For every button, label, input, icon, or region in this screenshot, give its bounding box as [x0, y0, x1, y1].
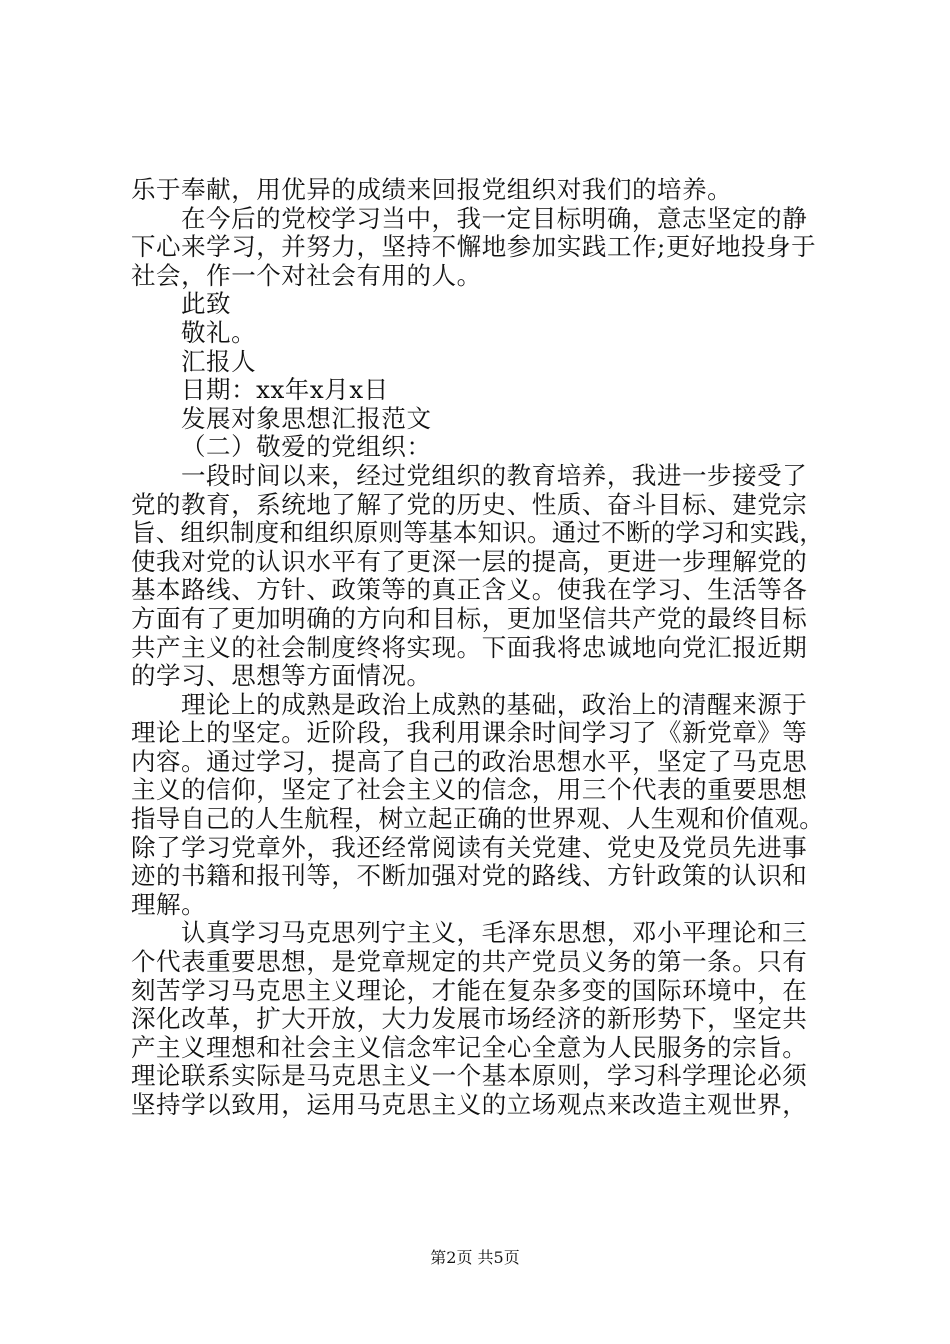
text-line: 刻苦学习马克思主义理论，才能在复杂多变的国际环境中，在 — [131, 975, 808, 1005]
text-line: 理论上的成熟是政治上成熟的基础，政治上的清醒来源于 — [181, 689, 808, 719]
text-line: 深化改革，扩大开放，大力发展市场经济的新形势下，坚定共 — [131, 1004, 808, 1034]
text-line: 一段时间以来，经过党组织的教育培养，我进一步接受了 — [181, 460, 808, 490]
text-line: 迹的书籍和报刊等，不断加强对党的路线、方针政策的认识和 — [131, 861, 808, 891]
text-line: 方面有了更加明确的方向和目标，更加坚信共产党的最终目标 — [131, 603, 808, 633]
text-line: 党的教育，系统地了解了党的历史、性质、奋斗目标、建党宗 — [131, 489, 808, 519]
text-line: 坚持学以致用，运用马克思主义的立场观点来改造主观世界， — [131, 1090, 808, 1119]
text-line: 产主义理想和社会主义信念牢记全心全意为人民服务的宗旨。 — [131, 1032, 808, 1062]
text-line: 的学习、思想等方面情况。 — [131, 661, 432, 691]
text-line: 此致 — [181, 289, 232, 319]
text-line: 乐于奉献，用优异的成绩来回报党组织对我们的培养。 — [131, 175, 733, 204]
text-line: 主义的信仰，坚定了社会主义的信念，用三个代表的重要思想 — [131, 775, 808, 805]
text-line: 理解。 — [131, 889, 207, 919]
text-line: 内容。通过学习，提高了自己的政治思想水平，坚定了马克思 — [131, 746, 808, 776]
document-body — [131, 176, 831, 1120]
text-line: 使我对党的认识水平有了更深一层的提高，更进一步理解党的 — [131, 546, 808, 576]
text-line: 旨、组织制度和组织原则等基本知识。通过不断的学习和实践， — [131, 518, 824, 548]
text-line: 在今后的党校学习当中，我一定目标明确，意志坚定的静 — [181, 203, 808, 233]
text-line: 日期：xx年x月x日 — [181, 375, 389, 405]
text-line: 理论上的坚定。近阶段，我利用课余时间学习了《新党章》等 — [131, 718, 808, 748]
text-line: 下心来学习，并努力，坚持不懈地参加实践工作;更好地投身于 — [131, 232, 817, 262]
text-line: 个代表重要思想，是党章规定的共产党员义务的第一条。只有 — [131, 947, 808, 977]
text-line: 认真学习马克思列宁主义，毛泽东思想，邓小平理论和三 — [181, 918, 808, 948]
page-number: 第2页 共5页 — [430, 1248, 520, 1267]
text-line: 基本路线、方针、政策等的真正含义。使我在学习、生活等各 — [131, 575, 808, 605]
text-line: 除了学习党章外，我还经常阅读有关党建、党史及党员先进事 — [131, 832, 808, 862]
text-line: 发展对象思想汇报范文 — [181, 403, 432, 433]
text-line: 理论联系实际是马克思主义一个基本原则，学习科学理论必须 — [131, 1061, 808, 1091]
text-line: 社会，作一个对社会有用的人。 — [131, 260, 482, 290]
text-line: 汇报人 — [181, 346, 257, 376]
text-line: （二）敬爱的党组织： — [181, 432, 432, 462]
page-footer — [0, 1245, 950, 1268]
text-line: 敬礼。 — [181, 317, 257, 347]
text-line: 共产主义的社会制度终将实现。下面我将忠诚地向党汇报近期 — [131, 632, 808, 662]
text-line: 指导自己的人生航程，树立起正确的世界观、人生观和价值观。 — [131, 804, 824, 834]
